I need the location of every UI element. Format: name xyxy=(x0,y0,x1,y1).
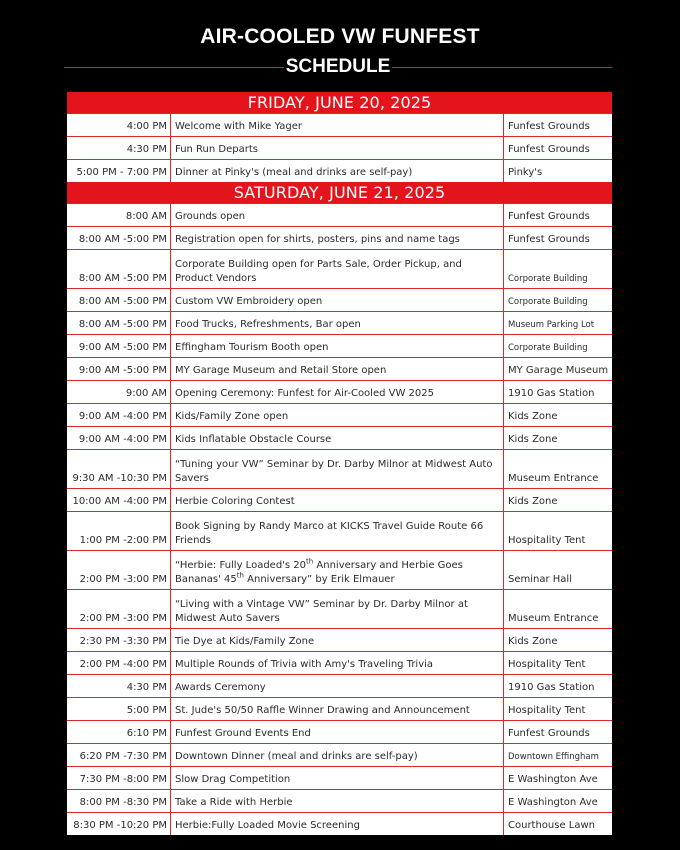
table-row xyxy=(67,589,612,628)
time-cell: 8:00 AM -5:00 PM xyxy=(67,227,170,249)
table-row xyxy=(67,249,612,288)
location-cell: MY Garage Museum xyxy=(504,358,612,380)
time-cell: 2:00 PM -4:00 PM xyxy=(67,652,170,674)
table-row xyxy=(67,674,612,697)
time-cell: 5:00 PM - 7:00 PM xyxy=(67,160,170,182)
event-cell: Kids Inflatable Obstacle Course xyxy=(171,427,503,449)
location-cell: Downtown Effingham xyxy=(504,744,612,766)
event-cell xyxy=(171,551,503,589)
event-cell: Fun Run Departs xyxy=(171,137,503,159)
location-cell: Courthouse Lawn xyxy=(504,813,612,835)
table-row xyxy=(67,311,612,334)
location-cell: 1910 Gas Station xyxy=(504,675,612,697)
event-cell: Kids/Family Zone open xyxy=(171,404,503,426)
location-cell: Kids Zone xyxy=(504,404,612,426)
ordinal-suffix: th xyxy=(236,571,244,580)
ordinal-suffix: th xyxy=(306,557,314,566)
time-cell: 7:30 PM -8:00 PM xyxy=(67,767,170,789)
time-cell: 1:00 PM -2:00 PM xyxy=(67,512,170,550)
location-cell: Corporate Building xyxy=(504,335,612,357)
table-row xyxy=(67,334,612,357)
location-cell: Funfest Grounds xyxy=(504,227,612,249)
event-cell: Herbie:Fully Loaded Movie Screening xyxy=(171,813,503,835)
table-row xyxy=(67,380,612,403)
time-cell: 10:00 AM -4:00 PM xyxy=(67,489,170,511)
time-cell: 2:30 PM -3:30 PM xyxy=(67,629,170,651)
event-text xyxy=(175,559,499,587)
time-cell: 9:00 AM xyxy=(67,381,170,403)
event-cell: Food Trucks, Refreshments, Bar open xyxy=(171,312,503,334)
event-cell: Funfest Ground Events End xyxy=(171,721,503,743)
location-cell: Funfest Grounds xyxy=(504,721,612,743)
table-row xyxy=(67,403,612,426)
event-cell: Herbie Coloring Contest xyxy=(171,489,503,511)
table-row xyxy=(67,697,612,720)
location-cell: Corporate Building xyxy=(504,250,612,288)
time-cell: 2:00 PM -3:00 PM xyxy=(67,551,170,589)
table-row xyxy=(67,812,612,835)
page-subtitle: SCHEDULE xyxy=(285,56,391,77)
time-cell: 2:00 PM -3:00 PM xyxy=(67,590,170,628)
location-cell: Museum Parking Lot xyxy=(504,312,612,334)
event-cell: Welcome with Mike Yager xyxy=(171,114,503,136)
location-cell: Seminar Hall xyxy=(504,551,612,589)
event-text-part: Anniversary” by Erik Elmauer xyxy=(243,574,395,585)
table-row xyxy=(67,136,612,159)
table-row xyxy=(67,288,612,311)
time-cell: 8:00 AM -5:00 PM xyxy=(67,312,170,334)
page-title: AIR-COOLED VW FUNFEST xyxy=(200,25,480,48)
event-cell: Awards Ceremony xyxy=(171,675,503,697)
location-cell: E Washington Ave xyxy=(504,790,612,812)
location-cell: Funfest Grounds xyxy=(504,114,612,136)
divider-right xyxy=(392,67,612,68)
time-cell: 9:00 AM -5:00 PM xyxy=(67,335,170,357)
location-cell: Hospitality Tent xyxy=(504,652,612,674)
time-cell: 6:10 PM xyxy=(67,721,170,743)
subtitle-row xyxy=(64,56,612,80)
event-cell: Custom VW Embroidery open xyxy=(171,289,503,311)
event-cell: Tie Dye at Kids/Family Zone xyxy=(171,629,503,651)
time-cell: 9:00 AM -4:00 PM xyxy=(67,427,170,449)
event-cell: Effingham Tourism Booth open xyxy=(171,335,503,357)
location-cell: Kids Zone xyxy=(504,427,612,449)
time-cell: 9:30 AM -10:30 PM xyxy=(67,450,170,488)
time-cell: 8:00 AM -5:00 PM xyxy=(67,250,170,288)
location-cell: Pinky's xyxy=(504,160,612,182)
table-row xyxy=(67,226,612,249)
table-row xyxy=(67,720,612,743)
location-cell: Funfest Grounds xyxy=(504,137,612,159)
location-cell: Hospitality Tent xyxy=(504,698,612,720)
event-cell: Opening Ceremony: Funfest for Air-Cooled VW 2025 xyxy=(171,381,503,403)
table-row xyxy=(67,511,612,550)
event-cell: Book Signing by Randy Marco at KICKS Travel Guide Route 66 Friends xyxy=(171,512,503,550)
time-cell: 4:00 PM xyxy=(67,114,170,136)
time-cell: 4:30 PM xyxy=(67,137,170,159)
location-cell: Kids Zone xyxy=(504,489,612,511)
time-cell: 9:00 AM -4:00 PM xyxy=(67,404,170,426)
day-header: SATURDAY, JUNE 21, 2025 xyxy=(67,182,612,203)
event-text-part: Anniversary and Herbie Goes Bananas' 45 xyxy=(175,560,463,585)
table-row xyxy=(67,449,612,488)
event-cell: “Tuning your VW” Seminar by Dr. Darby Milnor at Midwest Auto Savers xyxy=(171,450,503,488)
event-cell: Corporate Building open for Parts Sale, Order Pickup, and Product Vendors xyxy=(171,250,503,288)
event-cell: St. Jude's 50/50 Raffle Winner Drawing and Announcement xyxy=(171,698,503,720)
location-cell: Funfest Grounds xyxy=(504,204,612,226)
time-cell: 8:00 AM xyxy=(67,204,170,226)
location-cell: Museum Entrance xyxy=(504,590,612,628)
table-row xyxy=(67,789,612,812)
event-cell: Take a Ride with Herbie xyxy=(171,790,503,812)
page-header xyxy=(0,0,680,92)
table-row xyxy=(67,488,612,511)
event-cell: Dinner at Pinky's (meal and drinks are self-pay) xyxy=(171,160,503,182)
location-cell: Kids Zone xyxy=(504,629,612,651)
event-cell: Multiple Rounds of Trivia with Amy's Traveling Trivia xyxy=(171,652,503,674)
time-cell: 8:00 AM -5:00 PM xyxy=(67,289,170,311)
event-cell: “Living with a Vintage VW” Seminar by Dr. Darby Milnor at Midwest Auto Savers xyxy=(171,590,503,628)
event-cell: Downtown Dinner (meal and drinks are self-pay) xyxy=(171,744,503,766)
time-cell: 4:30 PM xyxy=(67,675,170,697)
event-cell: Grounds open xyxy=(171,204,503,226)
table-row xyxy=(67,743,612,766)
table-row xyxy=(67,357,612,380)
location-cell: Museum Entrance xyxy=(504,450,612,488)
table-row xyxy=(67,651,612,674)
time-cell: 5:00 PM xyxy=(67,698,170,720)
table-row xyxy=(67,766,612,789)
location-cell: Hospitality Tent xyxy=(504,512,612,550)
time-cell: 6:20 PM -7:30 PM xyxy=(67,744,170,766)
day-header: FRIDAY, JUNE 20, 2025 xyxy=(67,92,612,113)
table-row xyxy=(67,159,612,182)
table-row xyxy=(67,426,612,449)
table-row xyxy=(67,628,612,651)
table-row xyxy=(67,550,612,589)
location-cell: Corporate Building xyxy=(504,289,612,311)
time-cell: 9:00 AM -5:00 PM xyxy=(67,358,170,380)
time-cell: 8:00 PM -8:30 PM xyxy=(67,790,170,812)
table-row xyxy=(67,203,612,226)
event-cell: Registration open for shirts, posters, pins and name tags xyxy=(171,227,503,249)
schedule-table xyxy=(67,92,612,835)
location-cell: 1910 Gas Station xyxy=(504,381,612,403)
event-cell: Slow Drag Competition xyxy=(171,767,503,789)
event-text-part: “Herbie: Fully Loaded's 20 xyxy=(175,560,307,571)
event-cell: MY Garage Museum and Retail Store open xyxy=(171,358,503,380)
time-cell: 8:30 PM -10:20 PM xyxy=(67,813,170,835)
location-cell: E Washington Ave xyxy=(504,767,612,789)
table-row xyxy=(67,113,612,136)
